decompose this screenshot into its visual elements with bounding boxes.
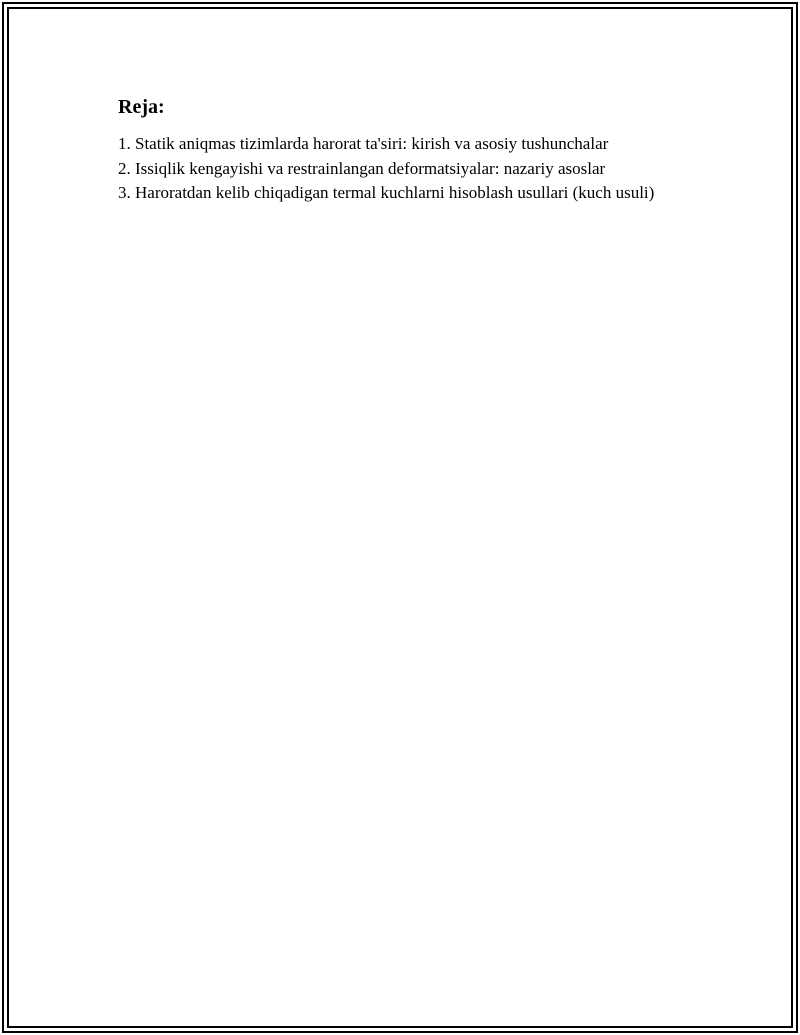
plan-item: 2. Issiqlik kengayishi va restrainlangan deformatsiyalar: nazariy asoslar <box>118 158 606 178</box>
plan-heading: Reja: <box>118 96 165 118</box>
document-body <box>118 94 678 206</box>
plan-list <box>118 132 678 206</box>
plan-item: 1. Statik aniqmas tizimlarda harorat ta'siri: kirish va asosiy tushunchalar <box>118 134 609 153</box>
plan-item: 3. Haroratdan kelib chiqadigan termal kuchlarni hisoblash usullari (kuch usuli) <box>118 183 655 202</box>
